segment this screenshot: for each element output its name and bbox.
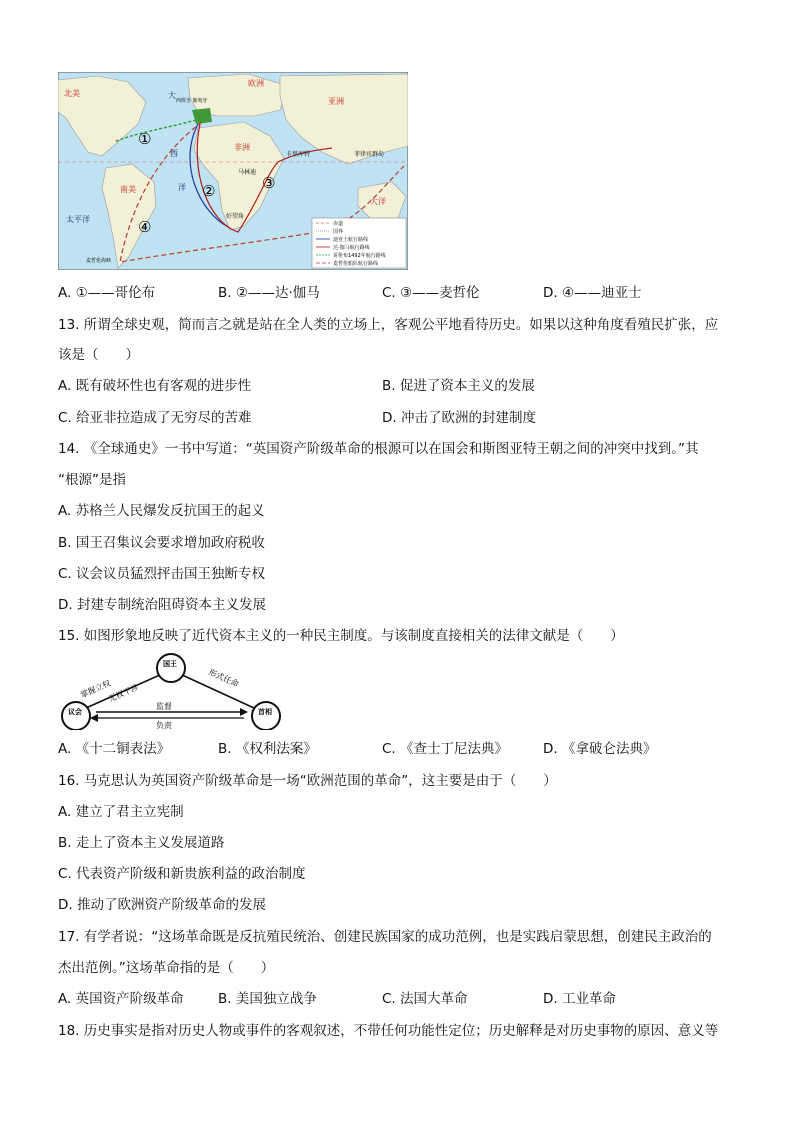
q12-option-a[interactable]: A. ①——哥伦布 [58, 285, 156, 301]
q14-option-c[interactable]: C. 议会议员猛烈抨击国王独断专权 [58, 566, 266, 582]
q17-option-b[interactable]: B. 美国独立战争 [218, 991, 317, 1007]
map-label-europe: 欧洲 [248, 79, 264, 88]
map-label-calicut: 卡里库特 [286, 151, 311, 158]
q13-option-a[interactable]: A. 既有破坏性也有客观的进步性 [58, 378, 252, 394]
q16-option-a[interactable]: A. 建立了君主立宪制 [58, 804, 184, 820]
legend-item-2: 迪亚士航行路线 [333, 237, 369, 243]
map-label-pacific: 太平洋 [66, 215, 90, 224]
q13-option-b[interactable]: B. 促进了资本主义的发展 [382, 378, 535, 394]
q12-option-d[interactable]: D. ④——迪亚士 [543, 285, 642, 301]
q15-stem: 15. 如图形象地反映了近代资本主义的一种民主制度。与该制度直接相关的法律文献是（ ） [58, 628, 624, 644]
q13-option-c[interactable]: C. 给亚非拉造成了无穷尽的苦难 [58, 410, 252, 426]
map-label-atlantic-2: 西 [170, 149, 178, 158]
map-label-strait: 麦哲伦海峡 [86, 258, 112, 264]
voyage-map [58, 72, 408, 270]
diagram-edge-bottom-bottom: 负责 [156, 721, 172, 730]
q16-stem: 16. 马克思认为英国资产阶级革命是一场“欧洲范围的革命”，这主要是由于（ ） [58, 773, 557, 789]
map-marker-1: ① [138, 130, 152, 148]
map-marker-2: ② [202, 182, 216, 200]
map-label-atlantic-3: 洋 [178, 183, 186, 192]
q12-option-b[interactable]: B. ②——达·伽马 [218, 285, 320, 301]
q17-option-d[interactable]: D. 工业革命 [543, 991, 616, 1007]
map-label-north-america: 北美 [64, 89, 80, 98]
legend-item-3: 达·伽马航行路线 [333, 245, 370, 251]
map-label-malindi: 马林迪 [238, 169, 257, 176]
map-label-spain-portugal: 西班牙 葡萄牙 [176, 98, 208, 104]
diagram-edge-right: 形式任命 [207, 667, 241, 689]
q14-option-a[interactable]: A. 苏格兰人民爆发反抗国王的起义 [58, 503, 265, 519]
map-label-atlantic-1: 大 [168, 91, 176, 100]
q15-option-b[interactable]: B. 《权利法案》 [218, 741, 317, 757]
legend-item-4: 哥伦布1492年航行路线 [333, 253, 386, 259]
diagram-parliament: 议会 [68, 708, 82, 716]
q16-option-b[interactable]: B. 走上了资本主义发展道路 [58, 835, 225, 851]
diagram-edge-left-outer: 掌握立权 [79, 678, 113, 700]
q14-stem-line2: “根源”是指 [58, 472, 126, 488]
q16-option-c[interactable]: C. 代表资产阶级和新贵族利益的政治制度 [58, 866, 306, 882]
map-label-cape: 好望角 [226, 213, 245, 220]
q14-option-b[interactable]: B. 国王召集议会要求增加政府税收 [58, 535, 265, 551]
q18-stem: 18. 历史事实是指对历史人物或事件的客观叙述，不带任何功能性定位；历史解释是对历史事物的原因、意义等 [58, 1023, 719, 1039]
q12-option-c[interactable]: C. ③——麦哲伦 [382, 285, 480, 301]
q13-stem-line1: 13. 所谓全球史观，简而言之就是站在全人类的立场上，客观公平地看待历史。如果以这种角度看殖民扩张，应 [58, 317, 719, 333]
q17-option-a[interactable]: A. 英国资产阶级革命 [58, 991, 184, 1007]
q14-option-d[interactable]: D. 封建专制统治阻碍资本主义发展 [58, 597, 266, 613]
q15-option-c[interactable]: C. 《查士丁尼法典》 [382, 741, 509, 757]
diagram-edge-bottom-top: 监督 [156, 702, 172, 711]
q15-option-a[interactable]: A. 《十二铜表法》 [58, 741, 171, 757]
q16-option-d[interactable]: D. 推动了欧洲资产阶级革命的发展 [58, 897, 266, 913]
diagram-edge-left-inner: 无权干涉 [107, 682, 141, 704]
map-marker-3: ③ [262, 174, 276, 192]
q15-option-d[interactable]: D. 《拿破仑法典》 [543, 741, 657, 757]
map-label-asia: 亚洲 [328, 97, 344, 106]
power-diagram [58, 652, 290, 730]
diagram-pm: 首相 [258, 708, 272, 716]
map-label-oceania: 大洋 [370, 197, 386, 206]
q13-stem-line2: 该是（ ） [58, 347, 139, 363]
map-label-philippines: 菲律宾群岛 [354, 151, 385, 158]
map-label-south-america: 南美 [120, 185, 136, 194]
legend-item-1: 国界 [333, 229, 344, 235]
q17-stem-line1: 17. 有学者说：“这场革命既是反抗殖民统治、创建民族国家的成功范例，也是实践启蒙思想，创建民主政治的 [58, 929, 712, 945]
q14-stem-line1: 14. 《全球通史》一书中写道：“英国资产阶级革命的根源可以在国会和斯图亚特王朝之间的冲突中找到。”其 [58, 441, 699, 457]
q17-option-c[interactable]: C. 法国大革命 [382, 991, 468, 1007]
map-label-africa: 非洲 [234, 143, 250, 152]
q17-stem-line2: 杰出范例。”这场革命指的是（ ） [58, 960, 275, 976]
legend-item-0: 赤道 [333, 221, 344, 227]
map-marker-4: ④ [138, 218, 152, 236]
legend-item-5: 麦哲伦船队航行路线 [333, 261, 379, 267]
diagram-king: 国王 [163, 660, 177, 668]
q13-option-d[interactable]: D. 冲击了欧洲的封建制度 [382, 410, 536, 426]
